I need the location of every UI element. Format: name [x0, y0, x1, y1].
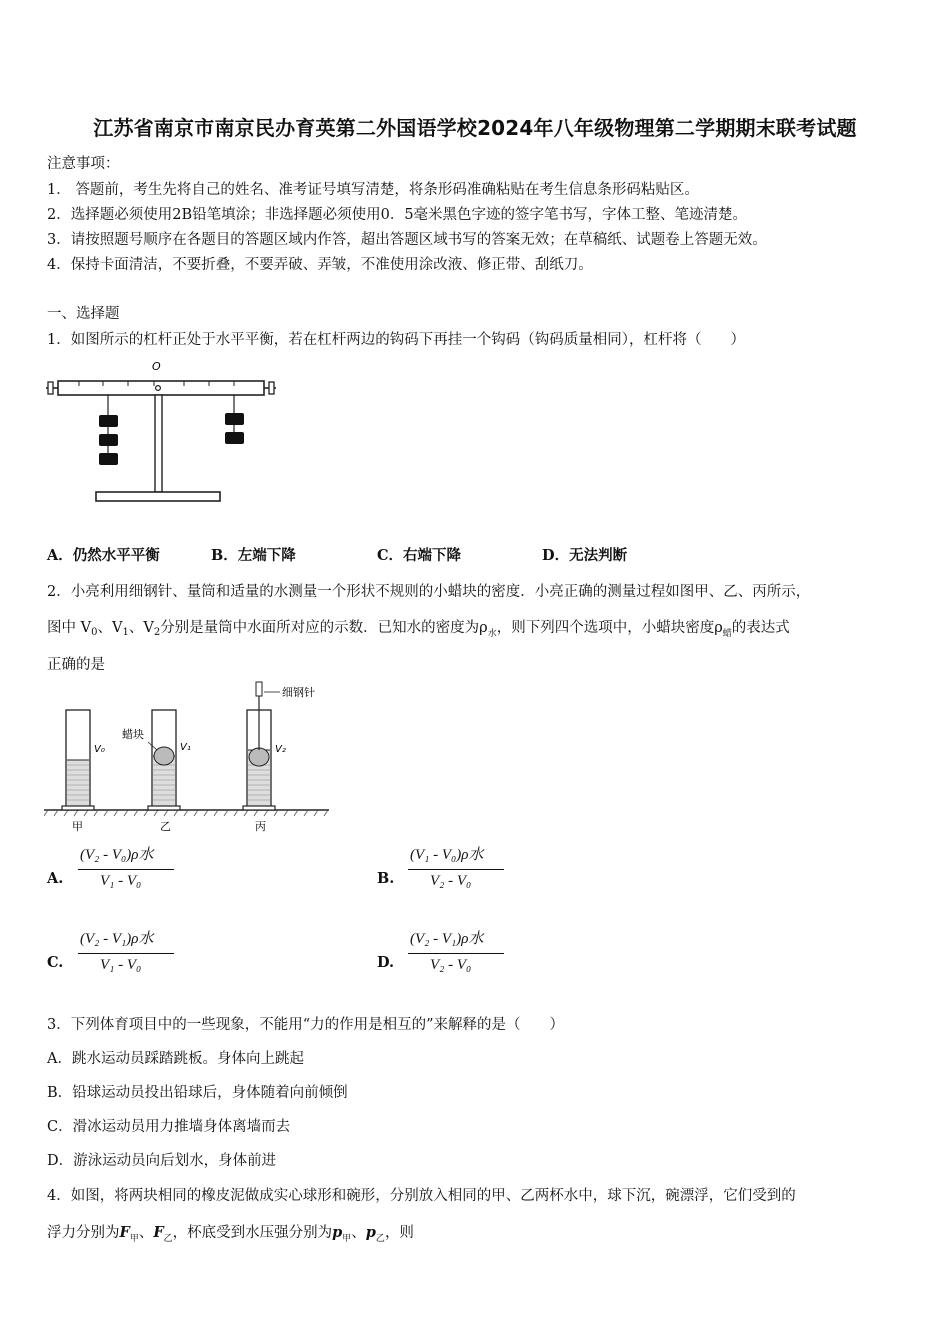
q3-option-d: D．游泳运动员向后划水，身体前进	[47, 1153, 277, 1169]
v1-label: V₁	[180, 742, 191, 753]
q3-option-a: A．跳水运动员踩踏跳板。身体向上跳起	[47, 1051, 304, 1067]
caption-jia: 甲	[72, 820, 83, 833]
q1-stem: 1．如图所示的杠杆正处于水平平衡，若在杠杆两边的钩码下再挂一个钩码（钩码质量相同），杠杆将（ ）	[47, 332, 745, 348]
q1-option-a: A．仍然水平平衡	[47, 547, 160, 564]
q4-stem-line1: 4．如图，将两块相同的橡皮泥做成实心球形和碗形，分别放入相同的甲、乙两杯水中，球下沉，碗漂浮，它们受到的	[47, 1188, 796, 1204]
notice-item: 4．保持卡面清洁，不要折叠，不要弄破、弄皱，不准使用涂改液、修正带、刮纸刀。	[47, 257, 593, 273]
q2-option-c-letter: C.	[47, 954, 64, 971]
wax-label: 蜡块	[122, 728, 144, 741]
q2-option-d-fraction	[408, 927, 508, 979]
fraction-bar	[78, 869, 174, 870]
numerator: (V₂ - V₁)ρ水	[410, 931, 484, 947]
fraction-bar	[408, 953, 504, 954]
q3-stem: 3．下列体育项目中的一些现象，不能用“力的作用是相互的”来解释的是（ ）	[47, 1017, 565, 1033]
q3-option-c: C．滑冰运动员用力推墙身体离墙而去	[47, 1119, 291, 1135]
caption-yi: 乙	[160, 820, 171, 833]
denominator: V₂ - V₀	[430, 957, 472, 973]
fraction-bar	[408, 869, 504, 870]
denominator: V₁ - V₀	[100, 957, 142, 973]
q2-stem-line1: 2．小亮利用细钢针、量筒和适量的水测量一个形状不规则的小蜡块的密度．小亮正确的测量过程如图甲、乙、丙所示，	[47, 584, 811, 600]
q3-option-b: B．铅球运动员投出铅球后，身体随着向前倾倒	[47, 1085, 348, 1101]
q2-option-a-letter: A.	[47, 870, 64, 887]
denominator: V₂ - V₀	[430, 873, 472, 889]
section-heading: 一、选择题	[47, 306, 120, 322]
notice-item: 1． 答题前，考生先将自己的姓名、准考证号填写清楚，将条形码准确粘贴在考生信息条形码粘贴区。	[47, 182, 699, 198]
q2-option-b-letter: B.	[377, 870, 395, 887]
page-title: 江苏省南京市南京民办育英第二外国语学校2024年八年级物理第二学期期末联考试题	[93, 116, 857, 140]
q2-option-a-fraction	[78, 843, 178, 895]
needle-label: 细钢针	[282, 686, 315, 699]
q1-option-d: D．无法判断	[542, 547, 628, 564]
q2-cylinder-figure	[44, 680, 334, 835]
pivot-label: O	[152, 360, 161, 373]
q2-option-d-letter: D.	[377, 954, 395, 971]
q2-option-b-fraction	[408, 843, 508, 895]
v2-label: V₂	[275, 744, 286, 755]
q2-stem-line2: 图中 $V_0$、$V_1$、$V_2$分别是量筒中水面所对应的示数．已知水的密度为$\rho_水$，则下列四个选项中，小蜡块密度$\rho_蜡$的表达式	[47, 620, 790, 639]
q2-option-c-fraction	[78, 927, 178, 979]
q2-stem-line3: 正确的是	[47, 657, 105, 673]
numerator: (V₂ - V₀)ρ水	[80, 847, 154, 863]
q1-option-c: C．右端下降	[377, 547, 462, 564]
q1-lever-figure	[44, 355, 279, 507]
q1-option-b: B．左端下降	[211, 547, 296, 564]
notice-heading: 注意事项：	[47, 156, 120, 172]
denominator: V₁ - V₀	[100, 873, 142, 889]
v0-label: V₀	[94, 744, 105, 755]
fraction-bar	[78, 953, 174, 954]
numerator: (V₁ - V₀)ρ水	[410, 847, 484, 863]
notice-item: 2．选择题必须使用2B铅笔填涂；非选择题必须使用0．5毫米黑色字迹的签字笔书写，字体工整、笔迹清楚。	[47, 207, 748, 223]
caption-bing: 丙	[255, 820, 266, 833]
numerator: (V₂ - V₁)ρ水	[80, 931, 154, 947]
q4-stem-line2: 浮力分别为$F_甲$、$F_乙$，杯底受到水压强分别为$p_甲$、$p_乙$，则	[47, 1224, 414, 1244]
notice-item: 3．请按照题号顺序在各题目的答题区域内作答，超出答题区域书写的答案无效；在草稿纸、试题卷上答题无效。	[47, 232, 767, 248]
